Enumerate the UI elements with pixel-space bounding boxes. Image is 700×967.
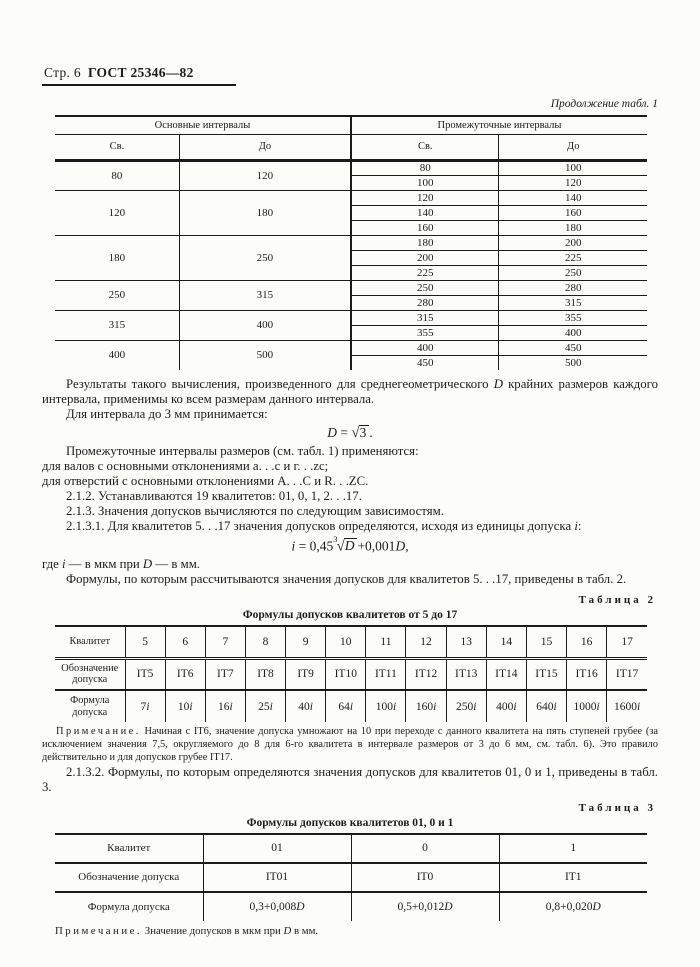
tolerance-designation: IT16 [567,658,607,690]
tolerance-formula: 250i [446,690,486,722]
text-run: — в мкм при [65,557,143,572]
radicand [344,538,358,553]
tolerance-designation: IT01 [203,863,351,892]
intermediate-from-cell: 355 [351,325,499,340]
variable-d: D [142,557,153,572]
kvalitet-value: 1 [499,834,647,863]
intermediate-to-cell: 120 [499,175,647,190]
main-interval-to-cell: 250 [179,235,351,280]
root-index: 3 [333,533,338,544]
equals-sign: = [337,424,352,440]
main-interval-from-cell: 180 [55,235,179,280]
variable-d: D [493,377,503,392]
table1-row [55,310,647,325]
formula-unit-i: i [553,700,557,713]
kvalitet-value: 14 [486,626,526,658]
intervals-table [55,115,647,370]
intermediate-to-cell: 355 [499,310,647,325]
table1-row [55,235,647,250]
formula-unit-i: i [513,700,517,713]
kvalitet-value: 7 [205,626,245,658]
table2-caption: Таблица 2 [578,594,656,607]
table1-row [55,190,647,205]
col-header-sv-main: Св. [55,134,179,160]
text-run: : [577,518,582,533]
tolerance-formula: 0,5+0,012D [351,892,499,921]
note-label: Примечание. [56,726,141,738]
intermediate-to-cell: 200 [499,235,647,250]
tolerance-designation: IT5 [125,658,165,690]
intermediate-from-cell: 280 [351,295,499,310]
group-header-row [55,116,647,134]
tolerance-designation: IT6 [165,658,205,690]
tolerance-formula: 64i [326,690,366,722]
formula-unit-i: i [596,700,600,713]
tolerance-formula: 0,3+0,008D [203,892,351,921]
table2-note [42,726,658,765]
variable-d: D [296,900,305,913]
tolerance-designation: IT1 [499,863,647,892]
intermediate-to-cell: 250 [499,265,647,280]
paragraph-interval-3mm: Для интервала до 3 мм принимается: [66,406,268,421]
intermediate-from-cell: 450 [351,355,499,370]
paragraph-intermediate-apply: Промежуточные интервалы размеров (см. табл. 1) применяются: [66,443,419,458]
kvalitet-value: 10 [326,626,366,658]
tolerance-formula: 16i [205,690,245,722]
tolerance-designation: IT17 [607,658,647,690]
formula-unit-i: i [146,700,150,713]
row-label-formula: Формула допуска [55,892,203,921]
tolerance-formula: 10i [165,690,205,722]
tolerance-designation: IT0 [351,863,499,892]
formula-unit-i: i [269,700,273,713]
sub-header-row [55,134,647,160]
tolerance-designation: IT12 [406,658,446,690]
main-interval-to-cell: 120 [179,160,351,190]
intermediate-to-cell: 315 [499,295,647,310]
intermediate-from-cell: 400 [351,340,499,355]
table2-title: Формулы допусков квалитетов от 5 до 17 [242,609,458,622]
note-text: Значение допусков в мкм при [142,924,284,937]
kvalitet-value: 17 [607,626,647,658]
tolerance-formula: 40i [286,690,326,722]
main-interval-to-cell: 180 [179,190,351,235]
table3-row-oboznachenie [55,863,647,892]
table3-title: Формулы допусков квалитетов 01, 0 и 1 [246,816,454,829]
intermediate-from-cell: 180 [351,235,499,250]
main-interval-to-cell: 500 [179,340,351,370]
paragraph-2-1-3-1 [42,519,658,534]
tolerance-formula: 1000i [567,690,607,722]
formula-d-sqrt3 [42,425,658,442]
intermediate-to-cell: 450 [499,340,647,355]
formula-unit-i: i [433,700,437,713]
paragraph-holes: для отверстий с основными отклонениями А. . .С и R. . .ZC. [42,473,369,488]
tolerance-designation: IT13 [446,658,486,690]
kvalitet-value: 8 [245,626,285,658]
tolerance-designation: IT9 [286,658,326,690]
paragraph-2-1-2: 2.1.2. Устанавливаются 19 квалитетов: 01, 0, 1, 2. . .17. [66,488,362,503]
table-continuation-caption: Продолжение табл. 1 [550,98,658,110]
row-label-kvalitet: Квалитет [55,834,203,863]
text-run: 2.1.3.1. Для квалитетов 5. . .17 значения допусков определяются, исходя из единицы допуска [66,518,575,533]
main-interval-to-cell: 315 [179,280,351,310]
formula-unit-i: i [309,700,313,713]
doc-number: ГОСТ 25346—82 [87,65,194,80]
tolerance-designation: IT11 [366,658,406,690]
intermediate-to-cell: 500 [564,356,582,369]
text-run: крайних размеров каждого интервала, применимы ко всем размерам данного интервала. [42,377,658,407]
intermediate-to-cell: 400 [499,325,647,340]
page-number-label: Стр. 6 [44,65,81,80]
intermediate-from-cell: 80 [351,160,499,175]
kvalitet-value: 16 [567,626,607,658]
kvalitet-value: 9 [286,626,326,658]
table1-body [55,160,647,370]
kvalitet-value: 5 [125,626,165,658]
main-interval-from-cell: 400 [55,340,179,370]
radicand: 3 [359,425,370,440]
tolerance-designation: IT15 [526,658,566,690]
paragraph-2-1-3-2: 2.1.3.2. Формулы, по которым определяются значения допусков для квалитетов 01, 0 и 1, приведены в табл. 3. [42,764,658,794]
formula-unit-i: i [189,700,193,713]
formula-unit-i: i [636,700,641,713]
variable-d: D [395,538,406,554]
tolerance-designation: IT8 [245,658,285,690]
equals-sign: = [295,538,310,554]
text-run: +0,001 [357,538,396,554]
kvalitet-value: 01 [203,834,351,863]
main-interval-from-cell: 80 [55,160,179,190]
intermediate-to-cell: 140 [499,190,647,205]
intermediate-to-cell: 280 [499,280,647,295]
formula-unit-i: i [229,700,233,713]
table1-row [55,340,647,355]
tolerance-formula: 25i [245,690,285,722]
variable-d: D [592,900,601,913]
formula-unit-i: i [349,700,354,713]
variable-i: i [62,557,66,572]
text-run: — в мм. [152,557,201,572]
intermediate-from-cell: 100 [351,175,499,190]
row-label-kvalitet: Квалитет [55,626,125,658]
paragraph-where [42,557,658,572]
intermediate-to-cell: 100 [499,160,647,175]
tolerance-formula: 400i [486,690,526,722]
variable-d: D [444,900,453,913]
row-label-oboznachenie: Обозначение допуска [55,658,125,690]
main-interval-from-cell: 250 [55,280,179,310]
kvalitet-value: 0 [351,834,499,863]
formula-variable: i [291,538,296,554]
main-interval-from-cell: 315 [55,310,179,340]
main-interval-from-cell: 120 [55,190,179,235]
variable-i: i [574,518,578,533]
text-run: Результаты такого вычисления, произведенного для среднегеометрического [66,377,494,392]
tolerance-formula: 100i [366,690,406,722]
table1-row [55,160,647,175]
main-intervals-header: Основные интервалы [55,116,351,134]
paragraph-results [42,377,658,407]
tolerance-formula: 160i [406,690,446,722]
table3-note [55,925,658,938]
page-header [42,65,236,86]
tolerance-designation: IT10 [326,658,366,690]
tolerance-formula: 7i [125,690,165,722]
period: . [369,424,373,440]
paragraph-2-1-3: 2.1.3. Значения допусков вычисляются по следующим зависимостям. [66,503,444,518]
kvalitet-value: 11 [366,626,406,658]
formula-variable: D [327,424,337,440]
coefficient: 0,45 [309,538,334,554]
tolerance-formula: 1600i [613,700,641,713]
table3-row-kvalitet [55,834,647,863]
table2-row-formula [55,690,647,722]
formula-unit-i: i [473,700,477,713]
intermediate-from-cell: 140 [351,205,499,220]
main-interval-to-cell: 400 [179,310,351,340]
intermediate-from-cell: 250 [351,280,499,295]
col-header-do-inter: До [499,134,647,160]
tolerance-formula: 640i [526,690,566,722]
formula-i-tolerance-unit [42,533,658,556]
tolerance-designation: IT14 [486,658,526,690]
col-header-sv-inter: Св. [351,134,499,160]
table2-row-kvalitet [55,626,647,658]
radical-sign: √ [336,538,345,555]
table3-row-formula [55,892,647,921]
tolerance-formulas-table-5-17 [55,625,647,722]
formula-unit-i: i [392,700,397,713]
paragraph-shafts: для валов с основными отклонениями а. . .с и г. . .zc; [42,458,329,473]
comma: , [405,538,409,554]
intermediate-from-cell: 160 [351,220,499,235]
intermediate-to-cell: 225 [499,250,647,265]
note-text: Начиная с IT6, значение допуска умножают на 10 при переходе с данного квалитета на пять ступеней грубее (за исключением значения 7,5, округляемого до 8 для 6-го квалитета в интервале размеров от 3 до 6 мм, см. табл. 6). Это правило действительно и для допусков грубее IT17. [42,726,658,763]
col-header-do-main: До [179,134,351,160]
intermediate-intervals-header: Промежуточные интервалы [351,116,647,134]
tolerance-formulas-table-01-0-1 [55,833,647,921]
paragraph-formulas-5-17: Формулы, по которым рассчитываются значения допусков для квалитетов 5. . .17, приведены в табл. 2. [66,572,627,587]
kvalitet-value: 13 [446,626,486,658]
table2-row-oboznachenie [55,658,647,690]
intermediate-from-cell: 200 [351,250,499,265]
kvalitet-value: 12 [406,626,446,658]
text-run: где [42,557,63,572]
table3-caption: Таблица 3 [578,801,656,814]
table1-row [55,280,647,295]
radical-sign: √ [351,424,360,441]
kvalitet-value: 15 [526,626,566,658]
row-label-formula: Формула допуска [55,690,125,722]
variable-d: D [283,924,292,937]
kvalitet-value: 6 [165,626,205,658]
intermediate-to-cell: 180 [499,220,647,235]
intermediate-to-cell: 160 [499,205,647,220]
variable-d: D [344,538,355,554]
intermediate-from-cell: 315 [351,310,499,325]
tolerance-designation: IT7 [205,658,245,690]
note-label: Примечание. [55,924,143,937]
tolerance-formula: 0,8+0,020D [545,900,601,913]
note-text: в мм. [291,924,319,937]
intermediate-from-cell: 120 [351,190,499,205]
row-label-oboznachenie: Обозначение допуска [55,863,203,892]
intermediate-from-cell: 225 [351,265,499,280]
